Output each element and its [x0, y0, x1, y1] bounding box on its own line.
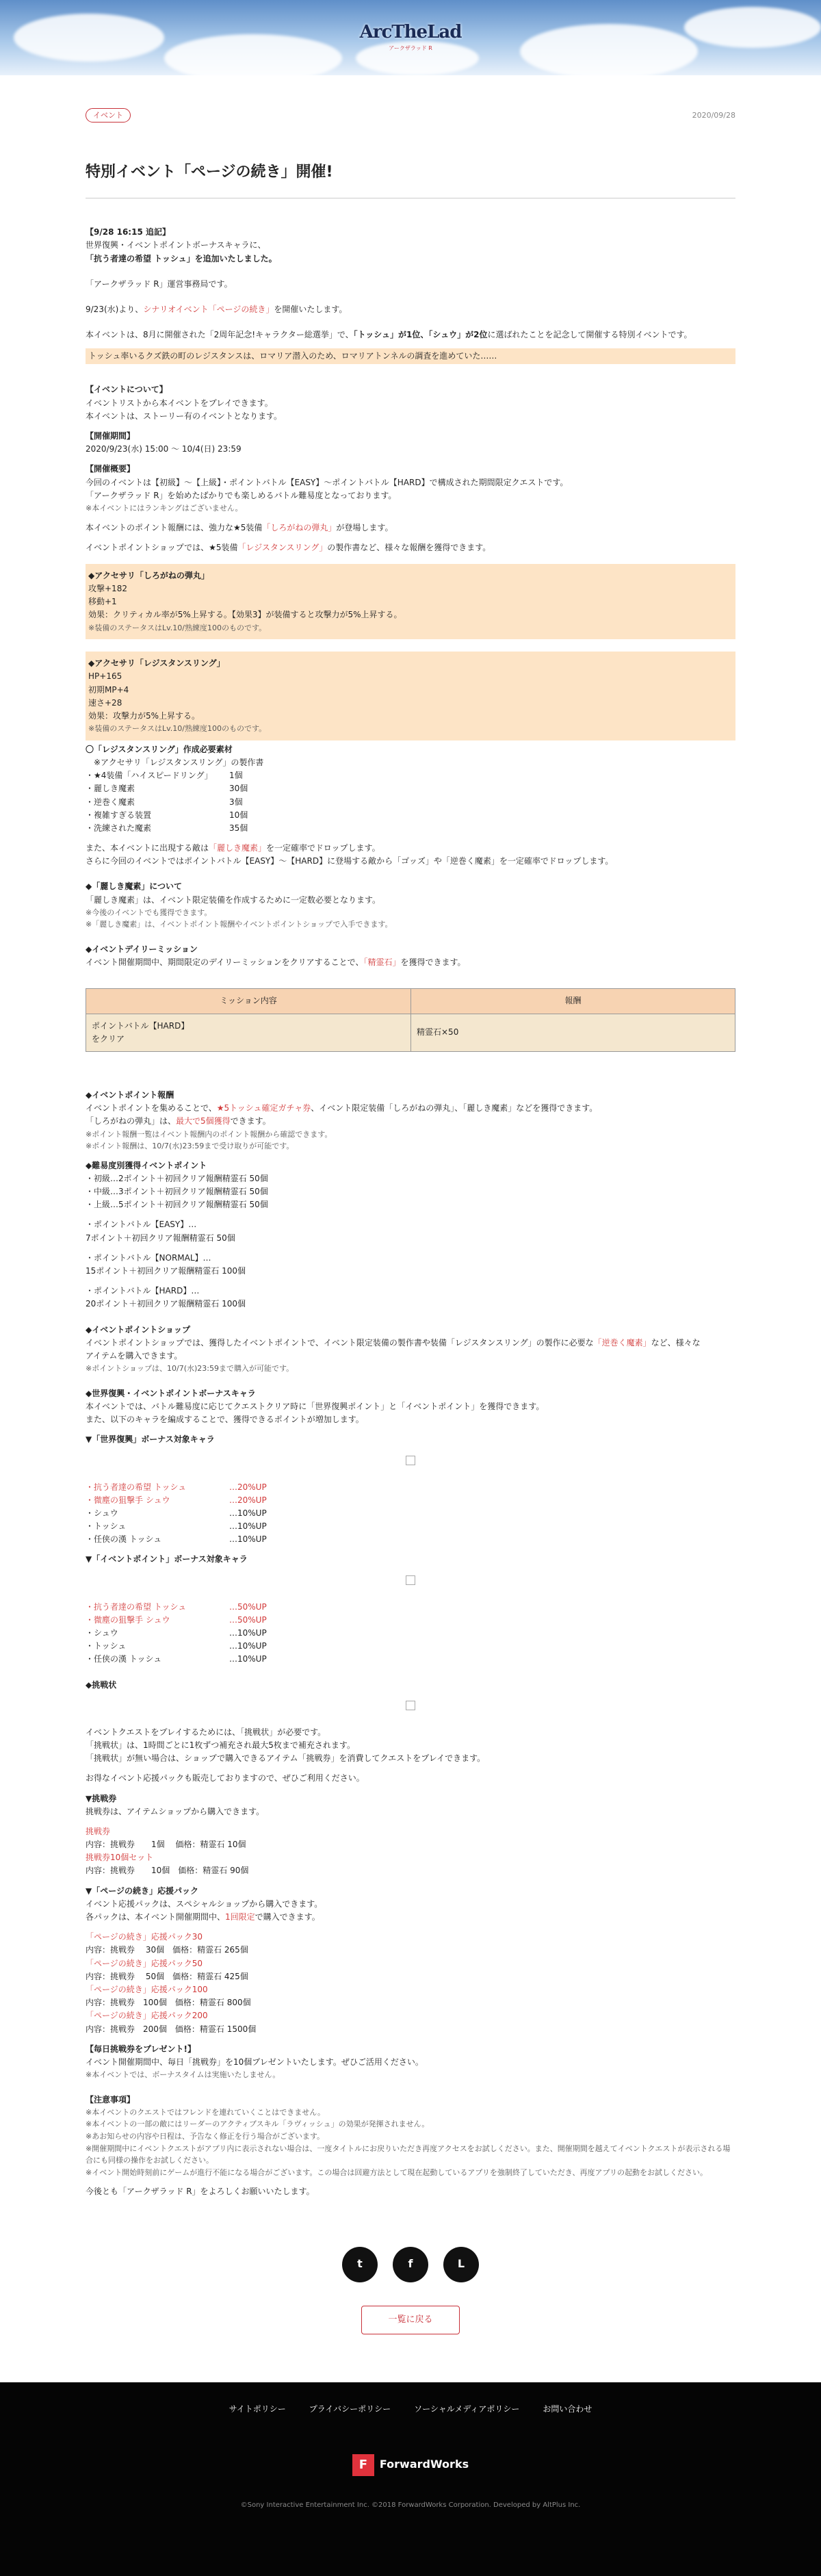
magic-head: ◆「麗しき魔素」について — [86, 881, 182, 892]
accessory-stat: 速さ+28 — [88, 697, 122, 708]
accessory-note: ※装備のステータスはLv.10/熟練度100のものです。 — [88, 724, 267, 734]
reward-head: ◆イベントポイント報酬 — [86, 1090, 174, 1100]
broken-image-icon — [86, 1447, 735, 1474]
period-head: 【開催期間】 — [86, 431, 135, 441]
about-line: イベントリストから本イベントをプレイできます。 — [86, 398, 273, 408]
footer-link-privacy-policy[interactable]: プライバシーポリシー — [309, 2404, 391, 2414]
drop-line: また、本イベントに出現する敵は「麗しき魔素」を一定確率でドロップします。 — [86, 843, 380, 853]
closing-line: 今後とも「アークザラッド R」をよろしくお願いいたします。 — [86, 2187, 315, 2197]
page-title: 特別イベント「ページの続き」開催! — [86, 161, 735, 198]
overview-line: 「アークザラッド R」を始めたばかりでも楽しめるバトル難易度となっております。 — [86, 490, 397, 500]
table-row — [86, 1014, 735, 1051]
back-to-list-button[interactable]: 一覧に戻る — [361, 2306, 459, 2334]
broken-image-icon — [86, 1567, 735, 1594]
footer-link-site-policy[interactable]: サイトポリシー — [229, 2404, 286, 2414]
shop-line: イベントポイントショップでは、獲得したイベントポイントで、イベント限定装備の製作書や装備「レジスタンスリング」の製作に必要な「逆巻く魔素」など、様々な — [86, 1337, 701, 1348]
ticket-name: 挑戦券10個セット — [86, 1853, 154, 1863]
world-line: また、以下のキャラを編成することで、獲得できるポイントが増加します。 — [86, 1415, 364, 1425]
ticket-line: 挑戦券は、アイテムショップから購入できます。 — [86, 1806, 265, 1816]
line-icon: L — [457, 2257, 465, 2271]
ticket-detail: 内容：挑戦券 10個 価格：精霊石 90個 — [86, 1866, 249, 1876]
table-cell: ポイントバトル【HARD】 をクリア — [86, 1014, 411, 1051]
notes-item: ※本イベントのクエストではフレンドを連れていくことはできません。 — [86, 2107, 325, 2117]
overview-note: ※本イベントにはランキングはございません。 — [86, 503, 243, 513]
materials-list — [86, 769, 735, 835]
notes-item: ※開催期間中にイベントクエストがアプリ内に表示されない場合は、一度タイトルにお戻りいただき再度アクセスをお試しください。また、開催期間を越えてイベントクエストが表示される場合にも同様の操作をお試しください。 — [86, 2143, 731, 2165]
challenge-line: イベントクエストをプレイするためには、「挑戦状」が必要です。 — [86, 1727, 326, 1737]
list-item: ・微塵の狙撃手 シュウ …20%UP — [86, 1495, 267, 1505]
footer-nav — [0, 2382, 821, 2416]
shop-head: ◆イベントポイントショップ — [86, 1324, 190, 1335]
ticket-detail: 内容：挑戦券 1個 価格：精霊石 10個 — [86, 1840, 246, 1850]
accessory-note: ※装備のステータスはLv.10/熟練度100のものです。 — [88, 623, 267, 632]
present-note: ※本イベントでは、ボーナスタイムは実施いたしません。 — [86, 2070, 281, 2080]
story-highlight: トッシュ率いるクズ鉄の町のレジスタンスは、ロマリア潜入のため、ロマリアトンネルの調査を進めていた…… — [86, 348, 735, 364]
challenge-line: 「挑戦状」は、1時間ごとに1枚ずつ補充され最大5枚まで補充されます。 — [86, 1740, 355, 1750]
notes-item: ※イベント開始時刻前にゲームが進行不能になる場合がございます。この場合は回避方法として現在起動しているアプリを強制終了していただき、再度アプリの起動をお試しください。 — [86, 2167, 708, 2177]
update-head: 【9/28 16:15 追記】 — [86, 227, 170, 237]
footer-link-contact[interactable]: お問い合わせ — [543, 2404, 592, 2414]
logo-subtitle: アークザラッド R — [389, 44, 432, 51]
site-footer — [0, 2382, 821, 2576]
footer-link-social-media-policy[interactable]: ソーシャルメディアポリシー — [414, 2404, 520, 2414]
materials-sub: ※アクセサリ「レジスタンスリング」の製作書 — [86, 757, 264, 767]
accessory-title: ◆アクセサリ「しろがねの弾丸」 — [88, 570, 209, 580]
post-date: 2020/09/28 — [692, 111, 735, 120]
pack-name: 「ページの続き」応援パック50 — [86, 1958, 203, 1968]
accessory-stat: HP+165 — [88, 671, 122, 682]
facebook-share-button[interactable] — [393, 2247, 428, 2282]
line-share-button[interactable] — [443, 2247, 479, 2282]
magic-note: ※今後のイベントでも獲得できます。 — [86, 907, 212, 917]
pack-name: 「ページの続き」応援パック30 — [86, 1932, 203, 1942]
world-line: 本イベントでは、バトル難易度に応じてクエストクリア時に「世界復興ポイント」と「イベントポイント」を獲得できます。 — [86, 1401, 545, 1411]
list-item: ・★4装備「ハイスピードリング」 1個 — [86, 771, 243, 781]
list-item: ・任侠の漢 トッシュ …10%UP — [86, 1654, 267, 1664]
difficulty-head: ◆難易度別獲得イベントポイント — [86, 1160, 207, 1170]
list-item: ・任侠の漢 トッシュ …10%UP — [86, 1534, 267, 1545]
site-logo[interactable] — [359, 8, 462, 63]
copyright: ©Sony Interactive Entertainment Inc. ©2018 ForwardWorks Corporation. Developed by AltPlus Inc. — [240, 2501, 581, 2509]
pack-detail: 内容：挑戦券 50個 価格：精霊石 425個 — [86, 1971, 248, 1981]
list-item: ・麗しき魔素 30個 — [86, 784, 248, 794]
logo-mark: ArcTheLad — [359, 21, 462, 42]
update-line: 「抗う者達の希望 トッシュ」を追加いたしました。 — [86, 253, 277, 263]
reward-note: ※ポイント報酬は、10/7(水)23:59まで受け取りが可能です。 — [86, 1142, 294, 1151]
world-bonus-head: ▼「世界復興」ボーナス対象キャラ — [86, 1434, 215, 1445]
ticket-name: 挑戦券 — [86, 1826, 111, 1836]
period-value: 2020/9/23(水) 15:00 〜 10/4(日) 23:59 — [86, 444, 242, 454]
hero-banner — [0, 0, 821, 75]
shop-note: ※ポイントショップは、10/7(水)23:59まで購入が可能です。 — [86, 1364, 294, 1374]
overview-line: 本イベントのポイント報酬には、強力な★5装備「しろがねの弾丸」が登場します。 — [86, 522, 393, 532]
about-head: 【イベントについて】 — [86, 385, 168, 395]
difficulty-line: ・中級…3ポイント＋初回クリア報酬精霊石 50個 — [86, 1187, 268, 1197]
magic-note: ※「麗しき魔素」は、イベントポイント報酬やイベントポイントショップで入手できます。 — [86, 920, 393, 929]
present-line: イベント開催期間中、毎日「挑戦券」を10個プレゼントいたします。ぜひご活用ください。 — [86, 2057, 423, 2067]
notes-item: ※あお知らせの内容や日程は、予告なく修正を行う場合がございます。 — [86, 2132, 325, 2141]
event-bonus-head: ▼「イベントポイント」ボーナス対象キャラ — [86, 1554, 248, 1564]
pack-line: 各パックは、本イベント開催期間中、1回限定で購入できます。 — [86, 1912, 320, 1922]
twitter-share-button[interactable] — [342, 2247, 378, 2282]
world-bonus-list — [86, 1481, 735, 1547]
list-item: ・微塵の狙撃手 シュウ …50%UP — [86, 1614, 267, 1625]
list-item: ・シュウ …10%UP — [86, 1628, 267, 1638]
reward-note: ※ポイント報酬一覧はイベント報酬内のポイント報酬から確認できます。 — [86, 1129, 333, 1139]
daily-head: ◆イベントデイリーミッション — [86, 944, 198, 955]
broken-image-icon — [86, 1692, 735, 1719]
pack-name: 「ページの続き」応援パック200 — [86, 2011, 208, 2021]
event-bonus-list — [86, 1601, 735, 1666]
materials-head: 〇「レジスタンスリング」作成必要素材 — [86, 744, 233, 754]
pack-line: イベント応援パックは、スペシャルショップから購入できます。 — [86, 1898, 323, 1909]
pack-head: ▼「ページの続き」応援パック — [86, 1885, 198, 1896]
pack-detail: 内容：挑戦券 30個 価格：精霊石 265個 — [86, 1945, 248, 1955]
table-header-row — [86, 989, 735, 1014]
open-line: 9/23(水)より、シナリオイベント「ページの続き」を開催いたします。 — [86, 304, 348, 314]
list-item: ・複雑すぎる装置 10個 — [86, 810, 248, 820]
difficulty-line: ・上級…5ポイント＋初回クリア報酬精霊石 50個 — [86, 1200, 268, 1210]
pack-detail: 内容：挑戦券 100個 価格：精霊石 800個 — [86, 1998, 251, 2008]
list-item: ・トッシュ …10%UP — [86, 1641, 267, 1651]
accessory-effect: 効果：クリティカル率が5%上昇する。【効果3】が装備すると攻撃力が5%上昇する。 — [88, 610, 402, 620]
desc-line: 本イベントは、8月に開催された「2周年記念!キャラクター総選挙」で、「トッシュ」が1位、「シュウ」が2位に選ばれたことを記念して開催する特別イベントです。 — [86, 330, 692, 340]
share-buttons — [86, 2247, 735, 2282]
greeting: 「アークザラッド R」運営事務局です。 — [86, 279, 233, 289]
article-body — [86, 226, 735, 2198]
accessory-stat: 移動+1 — [88, 597, 117, 607]
world-head: ◆世界復興・イベントポイントボーナスキャラ — [86, 1388, 256, 1398]
list-item: ・洗練された魔素 35個 — [86, 823, 248, 833]
daily-line: イベント開催期間中、期間限定のデイリーミッションをクリアすることで、「精霊石」を獲得できます。 — [86, 957, 466, 968]
challenge-head: ◆挑戦状 — [86, 1679, 117, 1690]
difficulty-line: ・ポイントバトル【HARD】… — [86, 1286, 200, 1296]
difficulty-line: 20ポイント＋初回クリア報酬精霊石 100個 — [86, 1299, 246, 1309]
table-cell: 精霊石×50 — [411, 1014, 735, 1051]
about-line: 本イベントは、ストーリー有のイベントとなります。 — [86, 411, 283, 421]
list-item: ・抗う者達の希望 トッシュ …20%UP — [86, 1482, 267, 1492]
list-item: ・逆巻く魔素 3個 — [86, 797, 243, 807]
challenge-line: お得なイベント応援パックも販売しておりますので、ぜひご利用ください。 — [86, 1773, 365, 1783]
drop-line: さらに今回のイベントではポイントバトル【EASY】〜【HARD】に登場する敵から「ゴッズ」や「逆巻く魔素」を一定確率でドロップします。 — [86, 856, 614, 866]
forwardworks-logo-text: ForwardWorks — [379, 2458, 469, 2471]
twitter-icon: t — [357, 2257, 363, 2271]
shop-line: アイテムを購入できます。 — [86, 1350, 183, 1361]
update-line: 世界復興・イベントポイントボーナスキャラに、 — [86, 240, 266, 250]
reward-line: イベントポイントを集めることで、★5トッシュ確定ガチャ券、イベント限定装備「しろがねの弾丸」、「麗しき魔素」などを獲得できます。 — [86, 1103, 598, 1113]
article — [86, 75, 735, 2334]
magic-line: 「麗しき魔素」は、イベント限定装備を作成するために一定数必要となります。 — [86, 894, 381, 905]
challenge-line: 「挑戦状」が無い場合は、ショップで購入できるアイテム「挑戦券」を消費してクエストをプレイできます。 — [86, 1753, 486, 1764]
overview-line: イベントポイントショップでは、★5装備「レジスタンスリング」の製作書など、様々な報酬を獲得できます。 — [86, 542, 491, 552]
pack-detail: 内容：挑戦券 200個 価格：精霊石 1500個 — [86, 2024, 257, 2034]
list-item: ・シュウ …10%UP — [86, 1508, 267, 1518]
present-head: 【毎日挑戦券をプレゼント!】 — [86, 2044, 196, 2054]
forwardworks-logo[interactable] — [0, 2454, 821, 2476]
accessory-stat: 初期MP+4 — [88, 684, 129, 695]
table-header: ミッション内容 — [86, 989, 411, 1014]
accessory-box — [86, 564, 735, 639]
list-item: ・トッシュ …10%UP — [86, 1521, 267, 1532]
forwardworks-logo-icon: F — [352, 2454, 374, 2476]
reward-line: 「しろがねの弾丸」は、最大で5個獲得できます。 — [86, 1116, 271, 1126]
notes-item: ※本イベントの一部の敵にはリーダーのアクティブスキル「ラヴィッシュ」の効果が発揮されません。 — [86, 2120, 430, 2129]
difficulty-line: 15ポイント＋初回クリア報酬精霊石 100個 — [86, 1266, 246, 1276]
table-header: 報酬 — [411, 989, 735, 1014]
accessory-stat: 攻撃+182 — [88, 584, 127, 594]
notes-head: 【注意事項】 — [86, 2094, 135, 2104]
overview-line: 今回のイベントは【初級】〜【上級】・ポイントバトル【EASY】〜ポイントバトル【HARD】で構成された期間限定クエストです。 — [86, 477, 569, 487]
pack-name: 「ページの続き」応援パック100 — [86, 1984, 208, 1994]
accessory-effect: 効果：攻撃力が5%上昇する。 — [88, 711, 200, 721]
difficulty-line: 7ポイント＋初回クリア報酬精霊石 50個 — [86, 1233, 235, 1243]
ticket-head: ▼挑戦券 — [86, 1793, 117, 1803]
mission-table — [86, 988, 735, 1052]
difficulty-line: ・ポイントバトル【EASY】… — [86, 1220, 197, 1230]
difficulty-line: ・ポイントバトル【NORMAL】… — [86, 1252, 211, 1263]
overview-head: 【開催概要】 — [86, 464, 135, 474]
facebook-icon: f — [408, 2257, 413, 2271]
category-tag: イベント — [86, 108, 131, 123]
difficulty-line: ・初級…2ポイント＋初回クリア報酬精霊石 50個 — [86, 1173, 268, 1183]
accessory-title: ◆アクセサリ「レジスタンスリング」 — [88, 658, 225, 669]
accessory-box — [86, 652, 735, 740]
list-item: ・抗う者達の希望 トッシュ …50%UP — [86, 1601, 267, 1612]
